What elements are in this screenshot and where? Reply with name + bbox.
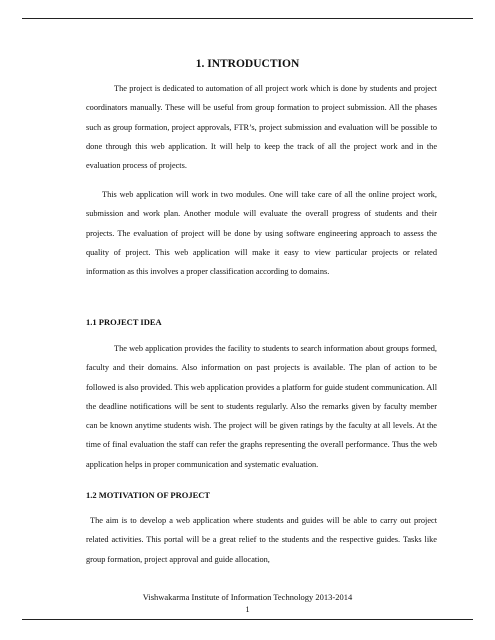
- page-title: 1. INTRODUCTION: [195, 58, 300, 70]
- intro-paragraph-1: The project is dedicated to automation of all project work which is done by students and project coordinators manually. These will be useful from group formation to project submission. All the phases such as group formation, project approvals, FTR’s, project submission and evaluation will be possible to done through this web application. It will help to keep the track of all the project work and in the evaluation process of projects.: [86, 84, 437, 171]
- section-heading-motivation: 1.2 MOTIVATION OF PROJECT: [86, 490, 211, 500]
- footer-page-number: 1: [245, 604, 250, 614]
- page-border-top: [22, 18, 473, 19]
- project-idea-paragraph: The web application provides the facility to students to search information about groups formed, faculty and their domains. Also information on past projects is available. The plan of action to be followed is also provided. This web application provides a platform for guide student communication. All the deadline notifications will be sent to students regularly. Also the remarks given by faculty member can be known anytime students wish. The project will be given ratings by the faculty at all levels. At the time of final evaluation the staff can refer the graphs representing the overall performance. Thus the web application helps in proper communication and systematic evaluation.: [86, 344, 438, 469]
- footer-institute: Vishwakarma Institute of Information Technology 2013-2014: [142, 592, 353, 602]
- section-heading-project-idea: 1.1 PROJECT IDEA: [86, 317, 162, 327]
- motivation-paragraph: The aim is to develop a web application where students and guides will be able to carry out project related activities. This portal will be a great relief to the students and the respective guides. Tasks like group formation, project approval and guide allocation,: [86, 516, 437, 564]
- intro-paragraph-2: This web application will work in two modules. One will take care of all the online project work, submission and work plan. Another module will evaluate the overall progress of students and their projects. The evaluation of project will be done by using software engineering approach to assess the quality of project. This web application will make it easy to view particular projects or related information as this involves a proper classification according to domains.: [86, 190, 437, 277]
- page-border-bottom: [22, 619, 473, 620]
